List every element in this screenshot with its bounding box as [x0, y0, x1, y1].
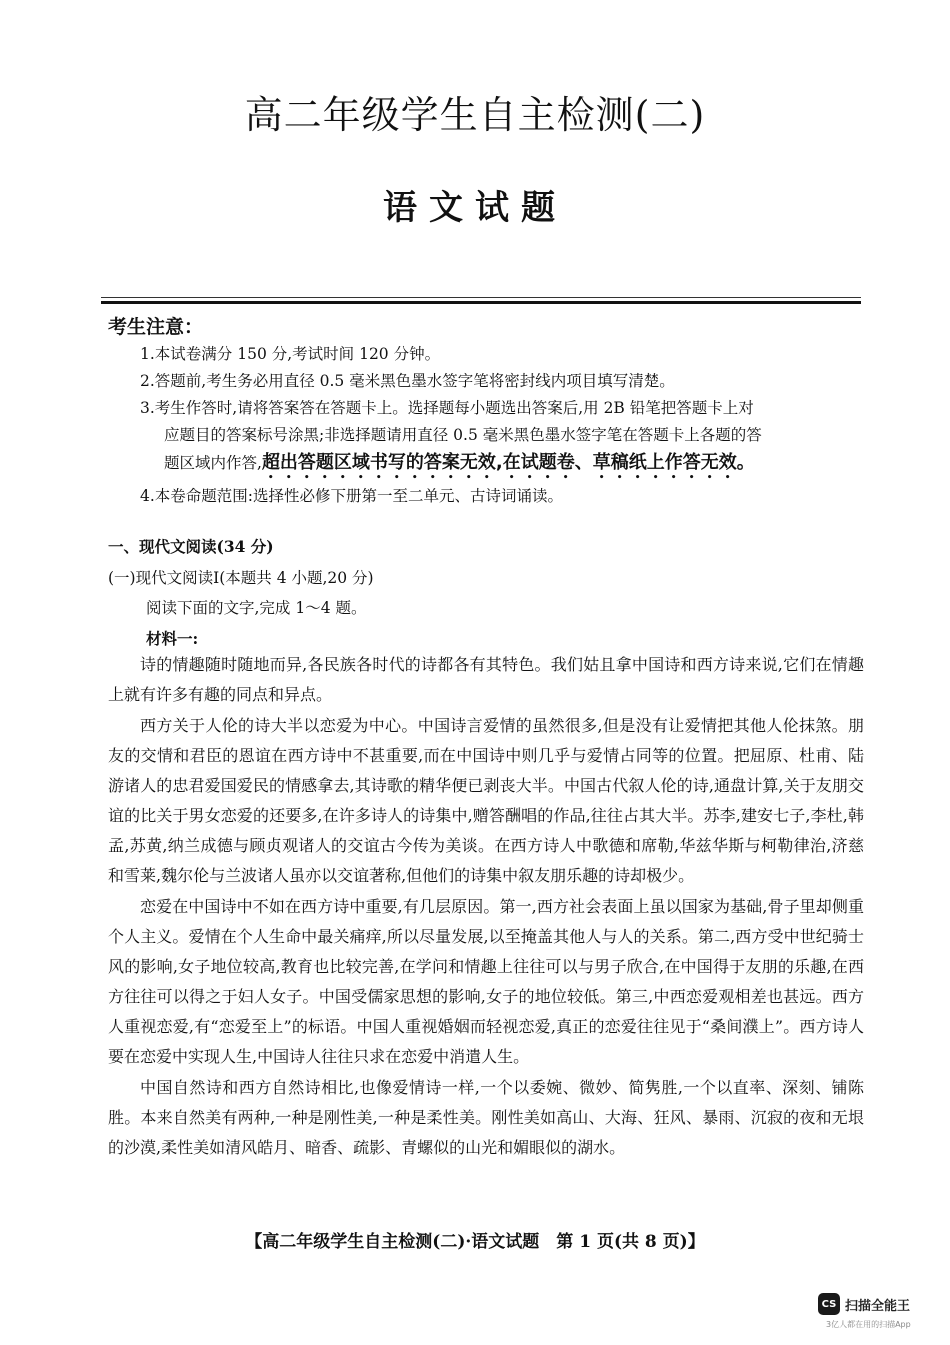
header-divider-thin: [101, 297, 861, 298]
camscanner-logo-icon: CS: [818, 1293, 840, 1315]
watermark-tagline: 3亿人都在用的扫描App: [826, 1320, 911, 1329]
notice-item-3-line-2: 应题目的答案标号涂黑;非选择题请用直径 0.5 毫米黑色墨水签字笔在答题卡上各题的答: [164, 426, 762, 444]
subsection-heading: (一)现代文阅读Ⅰ(本题共 4 小题,20 分): [108, 569, 374, 587]
passage-paragraph-3: 恋爱在中国诗中不如在西方诗中重要,有几层原因。第一,西方社会表面上虽以国家为基础,骨子里却侧重个人主义。爱情在个人生命中最关痛痒,所以尽量发展,以至掩盖其他人与人的关系。第二,西方受中世纪骑士风的影响,女子地位较高,教育也比较完善,在学问和情趣上往往可以与男子欣合,在中国得于友朋的乐趣,在西方往往可以得之于妇人女子。中国受儒家思想的影响,女子的地位较低。第三,中西恋爱观相差也甚远。西方人重视恋爱,有“恋爱至上”的标语。中国人重视婚姻而轻视恋爱,真正的恋爱往往见于“桑间濮上”。西方诗人要在恋爱中实现人生,中国诗人往往只求在恋爱中消遣人生。: [108, 897, 864, 1066]
passage-paragraph-1: 诗的情趣随时随地而异,各民族各时代的诗都各有其特色。我们姑且拿中国诗和西方诗来说,它们在情趣上就有许多有趣的同点和异点。: [108, 655, 864, 704]
header-divider-thick: [101, 301, 861, 304]
page-footer: 【高二年级学生自主检测(二)·语文试题 第 1 页(共 8 页)】: [245, 1232, 705, 1252]
notice-item-3-line-3: [140, 449, 865, 483]
passage-paragraph-2: 西方关于人伦的诗大半以恋爱为中心。中国诗言爱情的虽然很多,但是没有让爱情把其他人伦抹煞。朋友的交情和君臣的恩谊在西方诗中不甚重要,而在中国诗中则几乎与爱情占同等的位置。把屈原、杜甫、陆游诸人的忠君爱国爱民的情感拿去,其诗歌的精华便已剥丧大半。中国古代叙人伦的诗,通盘计算,关于友朋交谊的比关于男女恋爱的还要多,在许多诗人的诗集中,赠答酬唱的作品,往往占其大半。苏李,建安七子,李杜,韩孟,苏黄,纳兰成德与顾贞观诸人的交谊古今传为美谈。在西方诗人中歌德和席勒,华兹华斯与柯勒律治,济慈和雪莱,魏尔伦与兰波诸人虽亦以交谊著称,但他们的诗集中叙友朋乐趣的诗却极少。: [108, 716, 864, 885]
notice-item-3-line-1: 3.考生作答时,请将答案答在答题卡上。选择题每小题选出答案后,用 2B 铅笔把答题卡上对: [140, 399, 754, 417]
notice-heading: 考生注意：: [108, 316, 204, 338]
subject-title: 语文试题: [383, 188, 567, 228]
passage-paragraph-4: 中国自然诗和西方自然诗相比,也像爱情诗一样,一个以委婉、微妙、简隽胜,一个以直率、深刻、铺陈胜。本来自然美有两种,一种是刚性美,一种是柔性美。刚性美如高山、大海、狂风、暴雨、沉寂的夜和无垠的沙漠,柔性美如清风皓月、暗香、疏影、青螺似的山光和媚眼似的湖水。: [108, 1078, 864, 1157]
watermark-row: [818, 1293, 938, 1315]
reading-passage: [108, 650, 864, 1164]
reading-instruction: 阅读下面的文字,完成 1～4 题。: [146, 599, 367, 617]
material-label: 材料一:: [146, 629, 199, 648]
watermark-brand: 扫描全能王: [845, 1298, 911, 1314]
notice-list: [140, 341, 865, 510]
notice-item-2: 2.答题前,考生务必用直径 0.5 毫米黑色墨水签字笔将密封线内项目填写清楚。: [140, 372, 675, 390]
scanner-watermark: [818, 1293, 938, 1330]
notice-item-3-line-3-start: 题区域内作答,: [164, 454, 262, 472]
section-heading: 一、现代文阅读(34 分): [108, 537, 274, 556]
notice-emphasis-text: 超出答题区域书写的答案无效,在试题卷、草稿纸上作答无效。: [261, 452, 755, 473]
notice-item-3: [140, 395, 865, 483]
exam-title: 高二年级学生自主检测(二): [244, 93, 706, 137]
notice-item-1: 1.本试卷满分 150 分,考试时间 120 分钟。: [140, 345, 441, 363]
notice-item-4: 4.本卷命题范围:选择性必修下册第一至二单元、古诗词诵读。: [140, 487, 564, 505]
